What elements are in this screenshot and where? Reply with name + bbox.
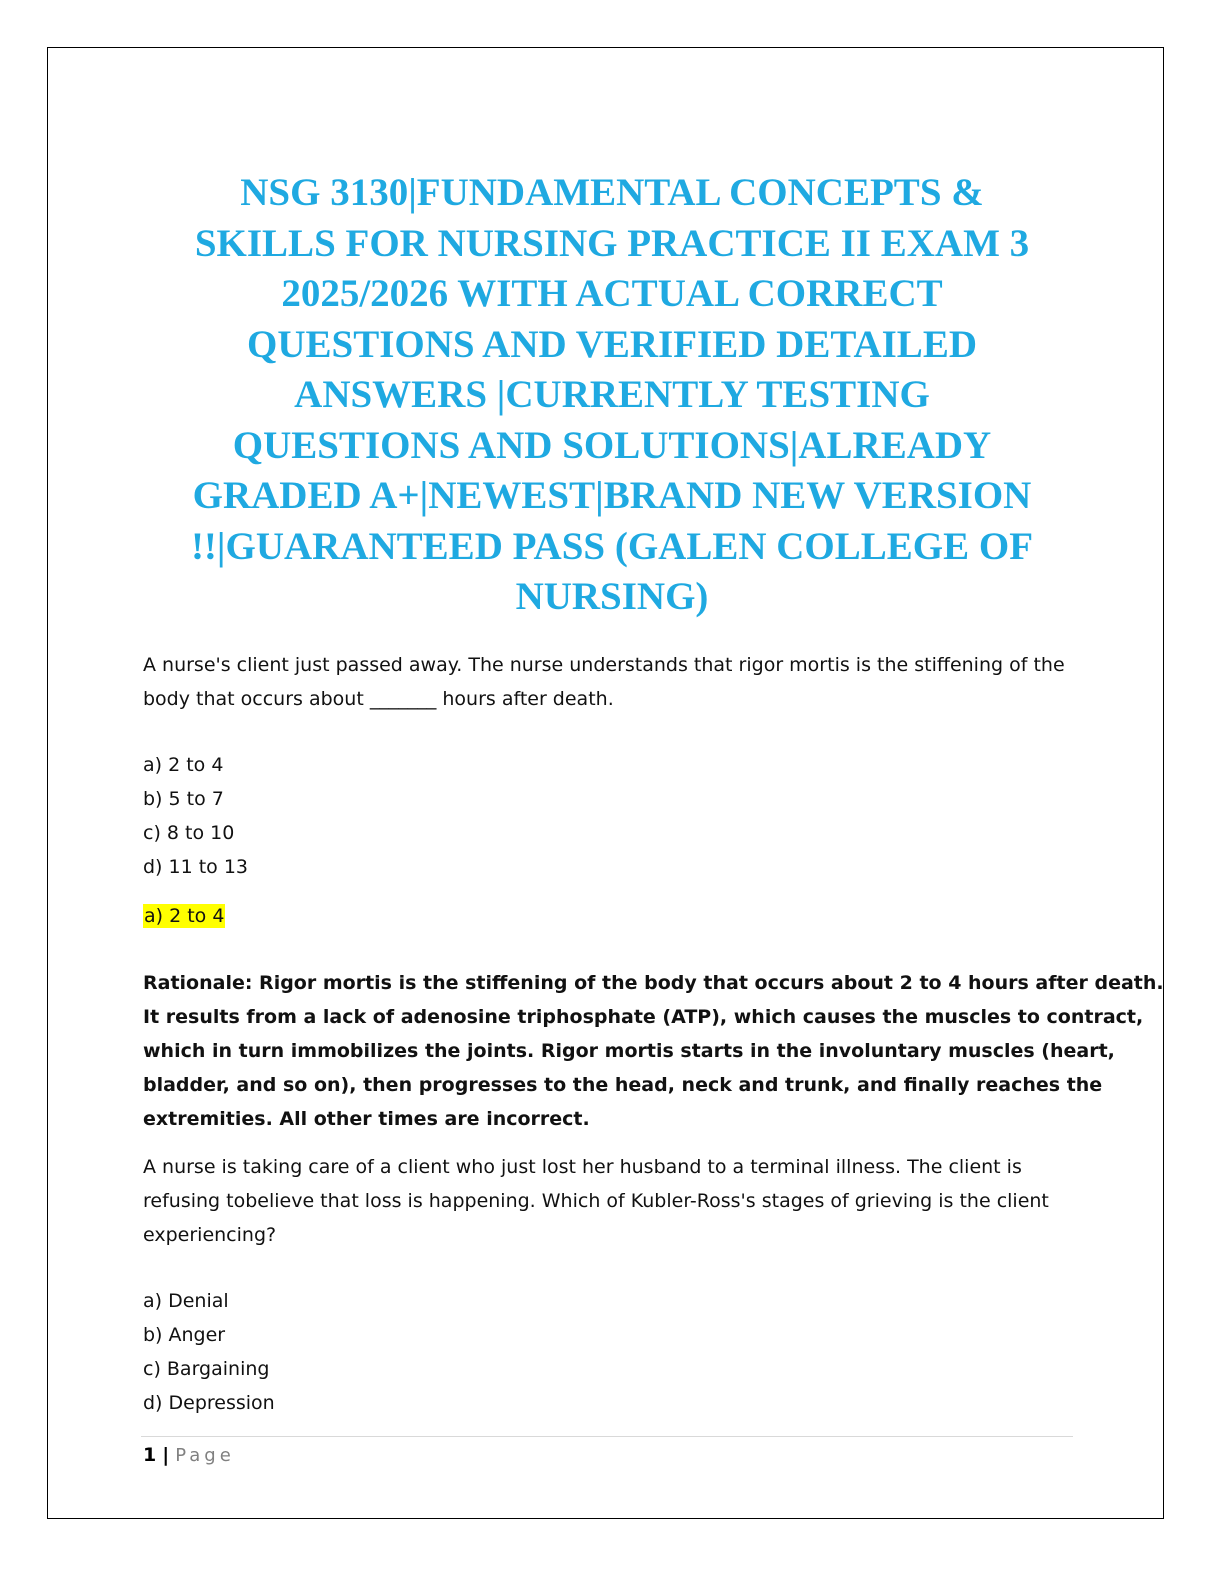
question-2-stem — [143, 1150, 1049, 1252]
title-line: QUESTIONS AND VERIFIED DETAILED — [247, 322, 977, 366]
stem-line: refusing tobelieve that loss is happening. Which of Kubler-Ross's stages of grieving is the client — [143, 1190, 1049, 1212]
question-1-options — [143, 748, 248, 884]
document-title — [140, 168, 1084, 623]
title-line: !!|GUARANTEED PASS (GALEN COLLEGE OF — [190, 524, 1034, 568]
question-2-options — [143, 1284, 275, 1420]
title-line: NURSING) — [515, 575, 709, 618]
footer-divider — [141, 1436, 1073, 1437]
option-item: b) 5 to 7 — [143, 788, 224, 810]
page-footer — [143, 1440, 235, 1470]
footer-separator: | — [162, 1444, 170, 1466]
stem-line: A nurse is taking care of a client who just lost her husband to a terminal illness. The client is — [143, 1156, 1022, 1178]
title-line: NSG 3130|FUNDAMENTAL CONCEPTS & — [240, 171, 984, 214]
stem-line: body that occurs about _______ hours after death. — [143, 688, 614, 710]
title-line: QUESTIONS AND SOLUTIONS|ALREADY — [232, 423, 992, 467]
option-item: b) Anger — [143, 1324, 226, 1346]
option-item: d) 11 to 13 — [143, 856, 249, 878]
option-item: a) 2 to 4 — [143, 754, 224, 776]
question-1-answer — [143, 899, 225, 933]
rationale-line: which in turn immobilizes the joints. Rigor mortis starts in the involuntary muscles (heart, — [143, 1040, 1115, 1062]
option-item: d) Depression — [143, 1392, 275, 1414]
page-number: 1 — [143, 1444, 157, 1466]
option-item: c) Bargaining — [143, 1358, 270, 1380]
title-line: SKILLS FOR NURSING PRACTICE II EXAM 3 — [194, 221, 1030, 265]
highlighted-answer: a) 2 to 4 — [144, 905, 225, 927]
question-1-rationale — [143, 966, 1164, 1136]
stem-line: A nurse's client just passed away. The nurse understands that rigor mortis is the stiffening of the — [143, 654, 1065, 676]
title-line: GRADED A+|NEWEST|BRAND NEW VERSION — [192, 474, 1032, 517]
title-line: ANSWERS |CURRENTLY TESTING — [294, 373, 930, 416]
question-1-stem — [143, 648, 1065, 716]
option-item: c) 8 to 10 — [143, 822, 235, 844]
rationale-line: Rationale: Rigor mortis is the stiffening of the body that occurs about 2 to 4 hours after death. — [143, 972, 1164, 994]
title-line: 2025/2026 WITH ACTUAL CORRECT — [281, 272, 943, 315]
page-label: Page — [175, 1445, 235, 1466]
stem-line: experiencing? — [143, 1224, 277, 1246]
rationale-line: extremities. All other times are incorrect. — [143, 1108, 590, 1130]
rationale-line: It results from a lack of adenosine triphosphate (ATP), which causes the muscles to contract, — [143, 1006, 1144, 1028]
rationale-line: bladder, and so on), then progresses to the head, neck and trunk, and finally reaches the — [143, 1074, 1103, 1096]
option-item: a) Denial — [143, 1290, 229, 1312]
